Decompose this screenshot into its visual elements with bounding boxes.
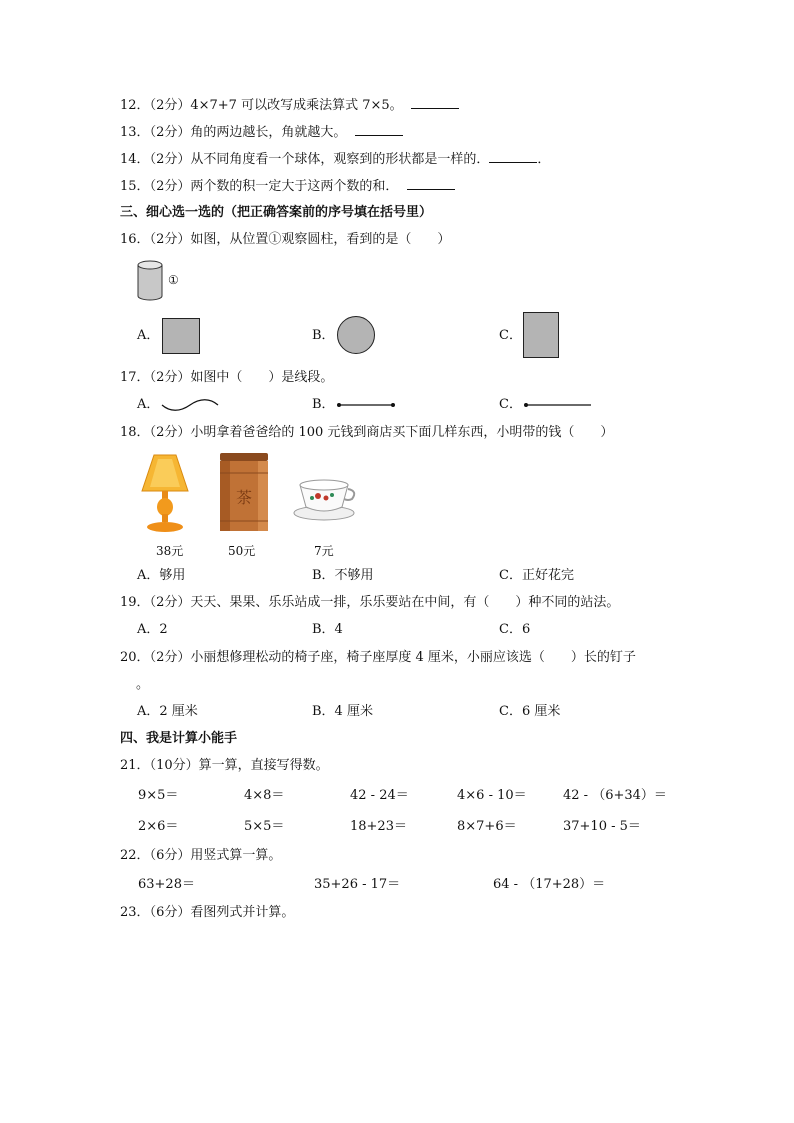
- question-score: （2分）: [149, 370, 191, 385]
- option-b[interactable]: B．: [312, 328, 335, 343]
- question-number: 15: [120, 179, 137, 194]
- price-tea: 50元: [228, 544, 256, 558]
- price-lamp: 38元: [156, 544, 184, 558]
- question-score: （10分）: [149, 758, 199, 773]
- calc-item: 35+26 - 17＝: [314, 877, 401, 892]
- calc-item: 42 - 24＝: [350, 788, 409, 803]
- option-b[interactable]: B．4 厘米: [312, 704, 373, 719]
- option-b[interactable]: B．: [312, 397, 335, 412]
- answer-blank[interactable]: [489, 150, 537, 163]
- question-text: 从不同角度看一个球体，观察到的形状都是一样的．: [190, 152, 490, 167]
- wavy-line-figure: [160, 398, 220, 412]
- option-c[interactable]: C．6: [499, 622, 531, 637]
- lamp-icon: [142, 455, 188, 532]
- question-number: 21: [120, 758, 137, 773]
- question-score: （2分）: [149, 125, 191, 140]
- square-shape: [162, 318, 200, 354]
- question-12: 12．（2分）4×7+7 可以改写成乘法算式 7×5。: [120, 96, 459, 115]
- question-number: 18: [120, 425, 137, 440]
- calc-item: 2×6＝: [138, 819, 179, 834]
- answer-blank[interactable]: [355, 123, 403, 136]
- question-20-continuation: 。: [136, 677, 150, 692]
- rectangle-shape: [523, 312, 559, 358]
- section-heading-3: 三、细心选一选的（把正确答案前的序号填在括号里）: [120, 205, 433, 220]
- calc-item: 4×6 - 10＝: [457, 788, 527, 803]
- calc-item: 5×5＝: [244, 819, 285, 834]
- calc-item: 4×8＝: [244, 788, 285, 803]
- calc-item: 37+10 - 5＝: [563, 819, 641, 834]
- option-c[interactable]: C．正好花完: [499, 568, 574, 583]
- option-a[interactable]: A．: [137, 397, 160, 412]
- question-score: （2分）: [149, 595, 191, 610]
- line-segment-figure: [336, 399, 396, 411]
- question-text: 天天、果果、乐乐站成一排，乐乐要站在中间，有（ ）种不同的站法。: [190, 595, 620, 610]
- question-23: 23．（6分）看图列式并计算。: [120, 905, 295, 920]
- calc-item: 42 - （6+34）＝: [563, 788, 667, 803]
- question-score: （2分）: [149, 232, 191, 247]
- question-text: 小丽想修理松动的椅子座，椅子座厚度 4 厘米，小丽应该选（ ）长的钉子: [190, 650, 636, 665]
- section-heading-4: 四、我是计算小能手: [120, 731, 238, 746]
- question-15: 15．（2分）两个数的积一定大于这两个数的和．: [120, 177, 455, 196]
- option-a[interactable]: A．2: [137, 622, 168, 637]
- price-cup: 7元: [314, 544, 334, 558]
- question-score: （2分）: [149, 425, 191, 440]
- question-text: 如图，从位置①观察圆柱，看到的是（ ）: [190, 232, 451, 247]
- question-text: 小明拿着爸爸给的 100 元钱到商店买下面几样东西，小明带的钱（ ）: [190, 425, 614, 440]
- option-a[interactable]: A．2 厘米: [137, 704, 198, 719]
- question-score: （6分）: [149, 848, 191, 863]
- question-score: （6分）: [149, 905, 191, 920]
- question-text: 看图列式并计算。: [190, 905, 295, 920]
- question-16: 16．（2分）如图，从位置①观察圆柱，看到的是（ ）: [120, 232, 451, 247]
- question-number: 23: [120, 905, 137, 920]
- tea-canister-icon: [220, 453, 268, 531]
- option-a[interactable]: A．: [137, 328, 160, 343]
- tea-char: 茶: [235, 488, 253, 507]
- question-19: 19．（2分）天天、果果、乐乐站成一排，乐乐要站在中间，有（ ）种不同的站法。: [120, 595, 620, 610]
- question-score: （2分）: [149, 179, 191, 194]
- question-20: 20．（2分）小丽想修理松动的椅子座，椅子座厚度 4 厘米，小丽应该选（ ）长的钉子: [120, 650, 636, 665]
- circle-shape: [337, 316, 375, 354]
- teacup-icon: [294, 480, 354, 520]
- question-13: 13．（2分）角的两边越长，角就越大。: [120, 123, 403, 142]
- option-c[interactable]: C．6 厘米: [499, 704, 561, 719]
- question-number: 19: [120, 595, 137, 610]
- option-c[interactable]: C．: [499, 397, 522, 412]
- question-17: 17．（2分）如图中（ ）是线段。: [120, 370, 334, 385]
- question-22: 22．（6分）用竖式算一算。: [120, 848, 282, 863]
- option-b[interactable]: B．4: [312, 622, 343, 637]
- question-18: 18．（2分）小明拿着爸爸给的 100 元钱到商店买下面几样东西，小明带的钱（ ）: [120, 425, 614, 440]
- question-text: 用竖式算一算。: [190, 848, 282, 863]
- calc-item: 18+23＝: [350, 819, 407, 834]
- question-score: （2分）: [149, 650, 191, 665]
- question-text: 如图中（ ）是线段。: [190, 370, 334, 385]
- calc-item: 64 - （17+28）＝: [493, 877, 606, 892]
- question-14: 14．（2分）从不同角度看一个球体，观察到的形状都是一样的． ．: [120, 152, 551, 167]
- question-number: 22: [120, 848, 137, 863]
- question-text: 4×7+7 可以改写成乘法算式 7×5。: [190, 98, 403, 113]
- question-number: 14: [120, 152, 137, 167]
- question-21: 21．（10分）算一算，直接写得数。: [120, 758, 329, 773]
- answer-blank[interactable]: [411, 96, 459, 109]
- question-number: 17: [120, 370, 137, 385]
- calc-item: 63+28＝: [138, 877, 195, 892]
- question-score: （2分）: [149, 98, 191, 113]
- answer-blank[interactable]: [407, 177, 455, 190]
- question-score: （2分）: [149, 152, 191, 167]
- option-c[interactable]: C．: [499, 328, 522, 343]
- option-b[interactable]: B．不够用: [312, 568, 374, 583]
- question-number: 20: [120, 650, 137, 665]
- option-a[interactable]: A．够用: [137, 568, 186, 583]
- question-number: 12: [120, 98, 137, 113]
- question-text: 角的两边越长，角就越大。: [190, 125, 347, 140]
- calc-item: 9×5＝: [138, 788, 179, 803]
- question-text: 两个数的积一定大于这两个数的和．: [190, 179, 399, 194]
- question-text: 算一算，直接写得数。: [198, 758, 329, 773]
- question-end-mark: ．: [537, 152, 551, 167]
- question-number: 13: [120, 125, 137, 140]
- question-number: 16: [120, 232, 137, 247]
- position-marker-1: ①: [168, 273, 179, 287]
- calc-item: 8×7+6＝: [457, 819, 517, 834]
- ray-figure: [523, 399, 593, 411]
